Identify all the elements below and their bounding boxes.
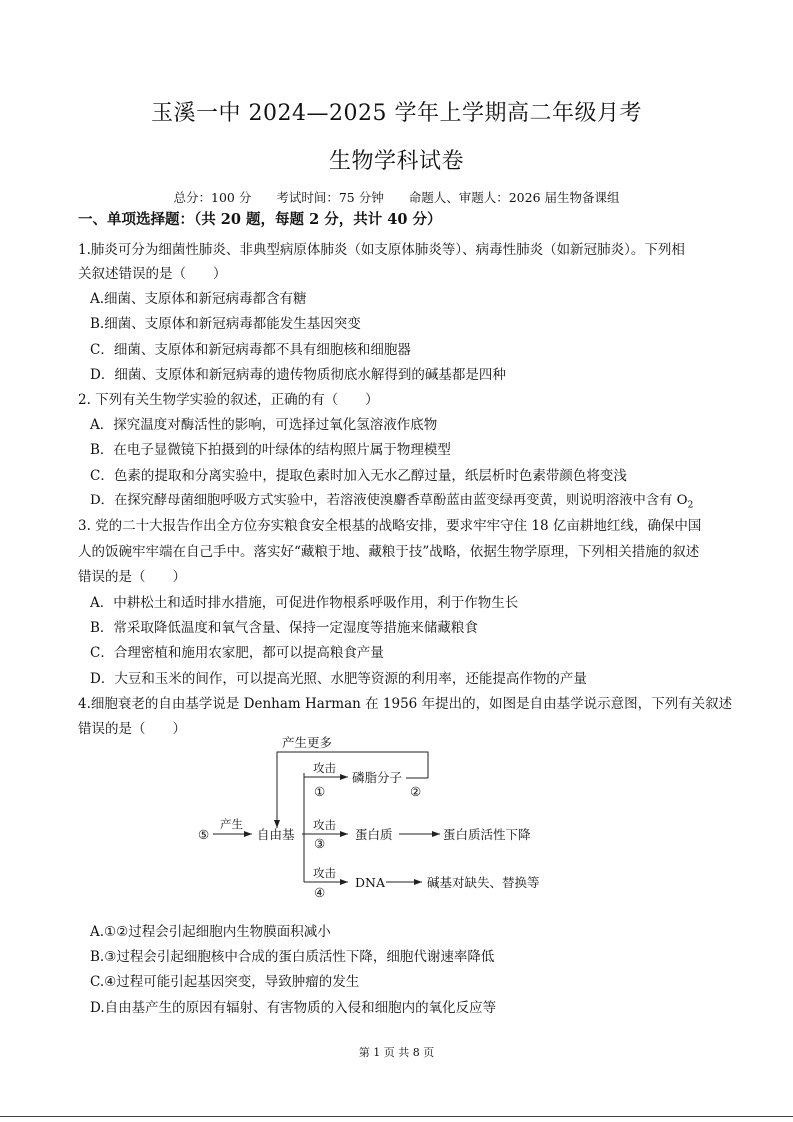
q4-option-a: A.①②过程会引起细胞内生物膜面积减小 [90,924,331,940]
q4-stem-line-2: 错误的是（ ） [78,721,186,737]
q2-option-d-subscript: 2 [687,500,694,511]
section-heading: 一、单项选择题：（共 20 题，每题 2 分，共计 40 分） [78,211,442,228]
q1-stem-line-1: 1.肺炎可分为细菌性肺炎、非典型病原体肺炎（如支原体肺炎等）、病毒性肺炎（如新冠肺炎）。下列相 [78,242,685,258]
label-protein: 蛋白质 [355,827,393,842]
label-free-radical: 自由基 [257,827,295,842]
q3-option-a: A．中耕松土和适时排水措施，可促进作物根系呼吸作用，利于作物生长 [90,595,519,611]
label-produce: 产生 [220,817,243,831]
label-produce-more: 产生更多 [282,735,333,750]
q1-option-b: B.细菌、支原体和新冠病毒都能发生基因突变 [90,316,361,332]
q3-stem-line-2: 人的饭碗牢牢端在自己手中。落实好“藏粮于地、藏粮于技”战略，依据生物学原理，下列相关措施的叙述 [78,544,700,560]
q4-option-d: D.自由基产生的原因有辐射、有害物质的入侵和细胞内的氧化反应等 [90,1000,497,1016]
exam-meta: 总分：100 分 考试时间：75 分钟 命题人、审题人：2026 届生物备课组 [173,190,620,205]
label-num-4: ④ [314,885,326,900]
q3-stem-line-1: 3. 党的二十大报告作出全方位夯实粮食安全根基的战略安排，要求牢牢守住 18 亿亩耕地红线，确保中国 [78,518,702,534]
exam-subtitle: 生物学科试卷 [328,149,464,174]
q3-option-c: C．合理密植和施用农家肥，都可以提高粮食产量 [90,645,384,661]
q4-stem-line-1: 4.细胞衰老的自由基学说是 Denham Harman 在 1956 年提出的，如图是自由基学说示意图，下列有关叙述 [78,696,733,712]
q2-option-c: C．色素的提取和分离实验中，提取色素时加入无水乙醇过量，纸层析时色素带颜色将变浅 [90,468,627,484]
q1-option-d: D．细菌、支原体和新冠病毒的遗传物质彻底水解得到的碱基都是四种 [90,367,506,383]
q3-option-b: B．常采取降低温度和氧气含量、保持一定湿度等措施来储藏粮食 [90,620,478,636]
label-num-5: ⑤ [198,827,210,842]
q1-option-c: C．细菌、支原体和新冠病毒都不具有细胞核和细胞器 [90,342,411,358]
label-num-1: ① [314,784,326,799]
q2-option-b: B．在电子显微镜下拍摄到的叶绿体的结构照片属于物理模型 [90,442,451,458]
q1-stem-line-2: 关叙述错误的是（ ） [78,266,227,282]
label-num-2: ② [410,784,422,799]
q2-option-d-text: D．在探究酵母菌细胞呼吸方式实验中，若溶液使溴麝香草酚蓝由蓝变绿再变黄，则说明溶液中含有 O [90,493,688,508]
label-attack-3: 攻击 [313,866,336,880]
q3-stem-line-3: 错误的是（ ） [78,569,186,585]
q1-option-a: A.细菌、支原体和新冠病毒都含有糖 [90,291,307,307]
feedback-line [277,752,428,828]
q2-stem: 2. 下列有关生物学实验的叙述，正确的有（ ） [78,392,379,408]
label-attack-1: 攻击 [313,761,336,775]
bottom-divider [0,1116,793,1117]
label-phospholipid: 磷脂分子 [352,770,403,785]
q4-option-c: C.④过程可能引起基因突变，导致肿瘤的发生 [90,974,360,990]
exam-title: 玉溪一中 2024—2025 学年上学期高二年级月考 [151,101,642,126]
label-dna: DNA [355,875,385,890]
q2-option-a: A．探究温度对酶活性的影响，可选择过氧化氢溶液作底物 [90,417,438,433]
label-num-3: ③ [314,836,326,851]
q4-option-b: B.③过程会引起细胞核中合成的蛋白质活性下降，细胞代谢速率降低 [90,949,495,965]
label-protein-result: 蛋白质活性下降 [443,827,531,842]
label-attack-2: 攻击 [313,818,336,832]
page-number: 第 1 页 共 8 页 [358,1046,435,1059]
q3-option-d: D．大豆和玉米的间作，可以提高光照、水肥等资源的利用率，还能提高作物的产量 [90,671,587,687]
label-dna-result: 碱基对缺失、替换等 [427,875,540,890]
